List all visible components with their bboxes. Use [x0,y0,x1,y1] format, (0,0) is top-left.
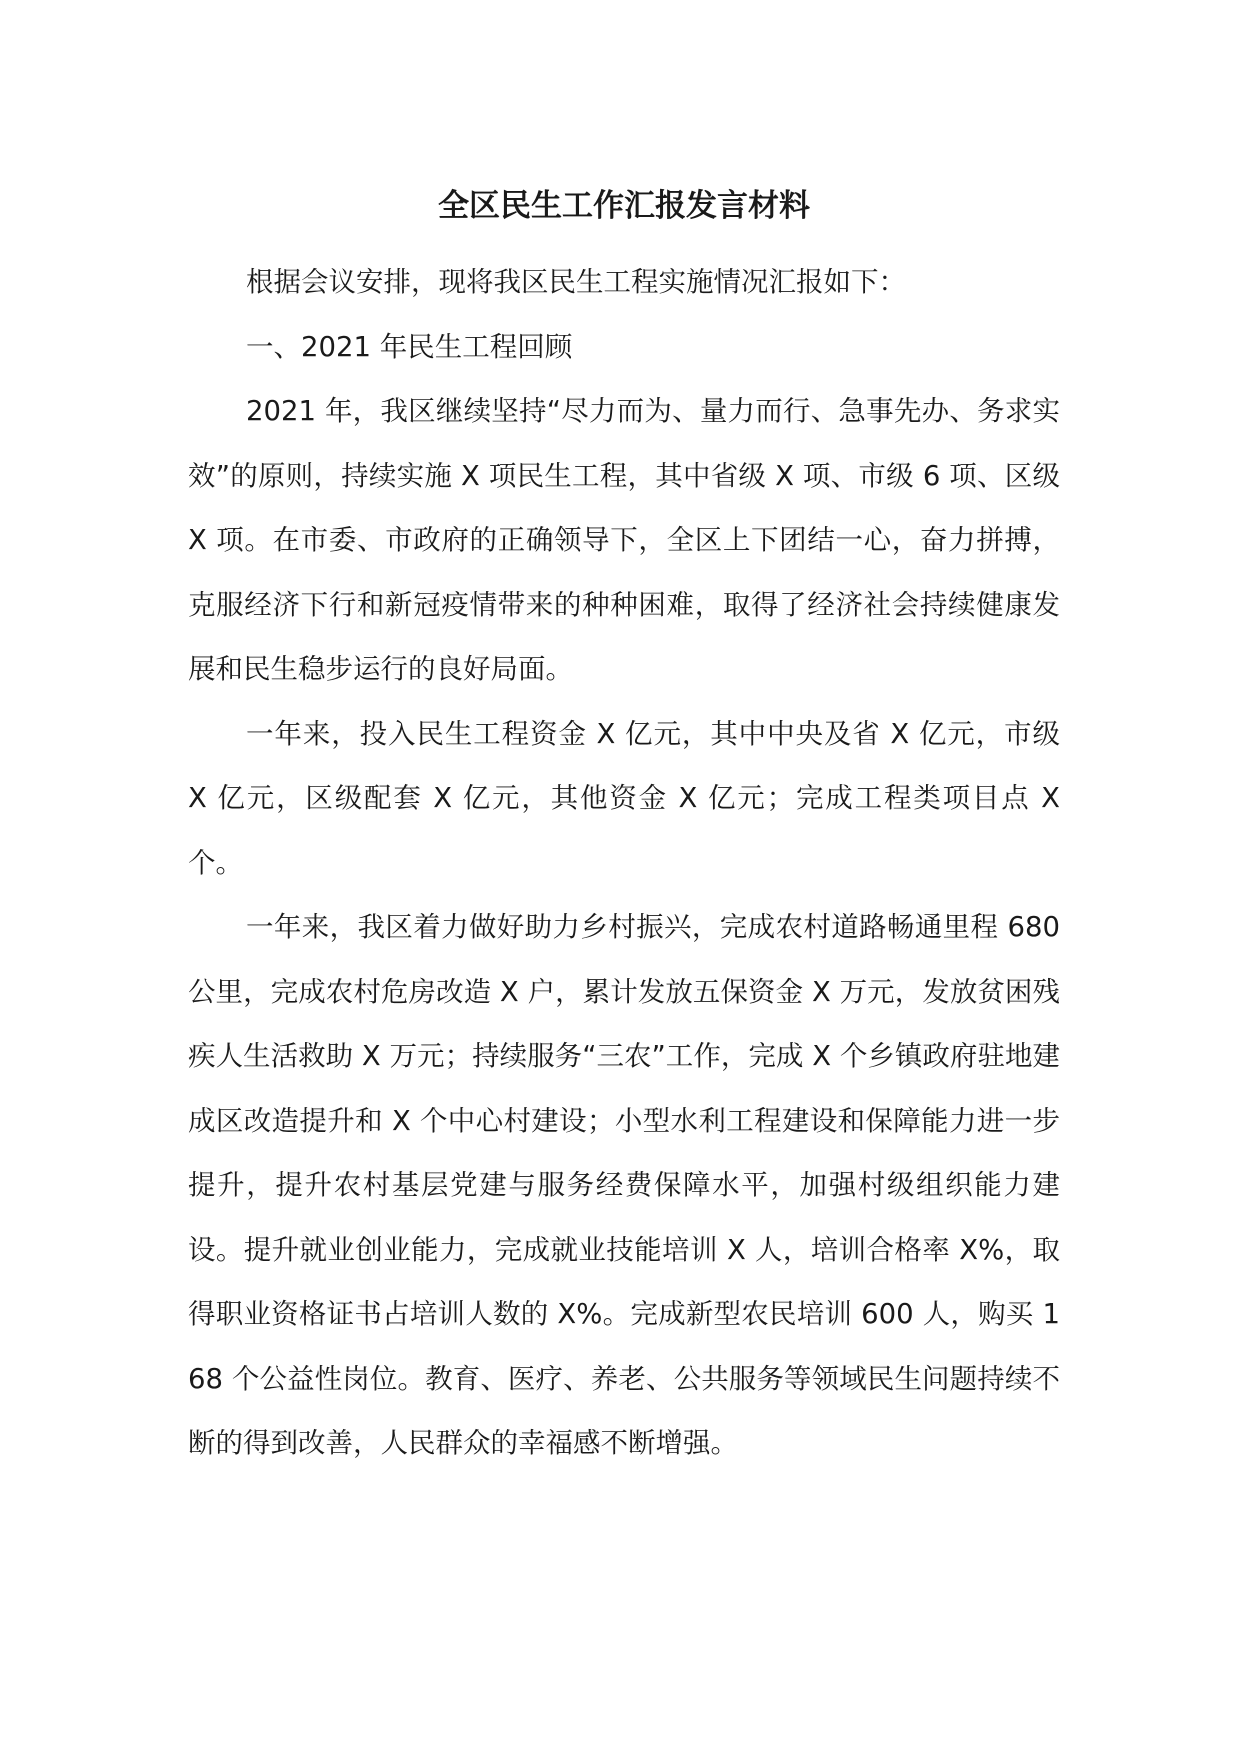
document-body [188,250,1060,1476]
paragraph-funding: 一年来，投入民生工程资金 X 亿元，其中中央及省 X 亿元，市级 X 亿元，区级配套 X 亿元，其他资金 X 亿元；完成工程类项目点 X 个。 [188,717,1060,879]
paragraph-overview: 2021 年，我区继续坚持“尽力而为、量力而行、急事先办、务求实效”的原则，持续实施 X 项民生工程，其中省级 X 项、市级 6 项、区级 X 项。在市委、市政府的正确领导下，全区上下团结一心，奋力拼搏，克服经济下行和新冠疫情带来的种种困难，取得了经济社会持续健康发展和民生稳步运行的良好局面。 [188,395,1060,685]
section-heading: 一、2021 年民生工程回顾 [246,330,573,363]
document-title: 全区民生工作汇报发言材料 [438,188,810,224]
paragraph-intro: 根据会议安排，现将我区民生工程实施情况汇报如下： [246,266,906,298]
paragraph-achievements: 一年来，我区着力做好助力乡村振兴，完成农村道路畅通里程 680 公里，完成农村危房改造 X 户，累计发放五保资金 X 万元，发放贫困残疾人生活救助 X 万元；持续服务“三农”工作，完成 X 个乡镇政府驻地建成区改造提升和 X 个中心村建设；小型水利工程建设和保障能力进一步提升，提升农村基层党建与服务经费保障水平，加强村级组织能力建设。提升就业创业能力，完成就业技能培训 X 人，培训合格率 X%，取得职业资格证书占培训人数的 X%。完成新型农民培训 600 人，购买 168 个公益性岗位。教育、医疗、养老、公共服务等领域民生问题持续不断的得到改善，人民群众的幸福感不断增强。 [188,911,1060,1459]
